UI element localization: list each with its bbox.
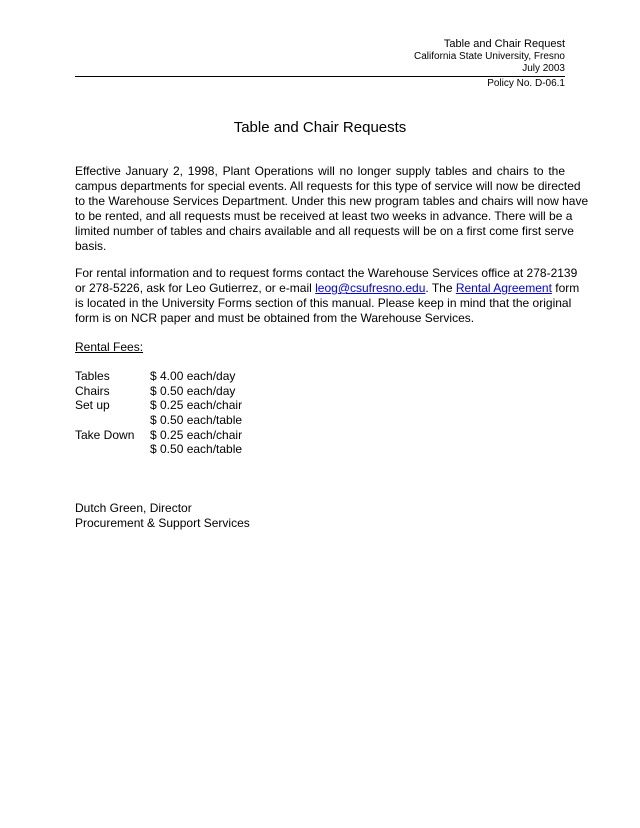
paragraph-line: limited number of tables and chairs available and all requests will be on a first come first serve [75, 224, 574, 238]
paragraph-line: campus departments for special events. All requests for this type of service will now be directed [75, 179, 581, 193]
paragraph-line: For rental information and to request forms contact the Warehouse Services office at 278-2139 [75, 266, 578, 280]
fee-label: Set up [75, 398, 110, 413]
paragraph-line: to be rented, and all requests must be received at least two weeks in advance. There will be a [75, 209, 573, 223]
header-institution: California State University, Fresno [414, 50, 565, 62]
signatory-department: Procurement & Support Services [75, 516, 250, 530]
paragraph-line: Effective January 2, 1998, Plant Operations will no longer supply tables and chairs to the [75, 164, 565, 178]
page-title: Table and Chair Requests [233, 119, 407, 136]
fee-value: $ 0.50 each/table [150, 413, 243, 428]
paragraph-rental-info [75, 266, 580, 326]
fee-value: $ 0.50 each/day [150, 383, 236, 398]
text-fragment: form [551, 281, 580, 295]
header-document-title: Table and Chair Request [443, 38, 565, 50]
fee-label: Tables [75, 369, 110, 383]
paragraph-line: to the Warehouse Services Department. Under this new program tables and chairs will now have [75, 194, 589, 208]
fee-label: Chairs [75, 383, 110, 398]
rental-fees-heading: Rental Fees: [75, 340, 144, 354]
fee-label: Take Down [75, 427, 135, 442]
fee-value: $ 0.25 each/chair [150, 427, 243, 442]
fee-value: $ 4.00 each/day [150, 369, 236, 383]
paragraph-policy-change [75, 164, 589, 254]
header-rule [75, 76, 565, 77]
fee-value: $ 0.25 each/chair [150, 398, 243, 413]
paragraph-line: form is on NCR paper and must be obtained from the Warehouse Services. [75, 311, 475, 325]
fee-value: $ 0.50 each/table [150, 442, 243, 457]
text-fragment: . The [425, 281, 456, 295]
paragraph-line: basis. [75, 239, 107, 253]
signature-block [75, 501, 250, 531]
email-link[interactable]: leog@csufresno.edu [315, 281, 426, 295]
document-header [265, 38, 565, 76]
text-fragment: or 278-5226, ask for Leo Gutierrez, or e-mail [75, 281, 316, 295]
paragraph-line-with-links [75, 281, 580, 296]
header-date: July 2003 [522, 63, 565, 74]
policy-number: Policy No. D-06.1 [487, 78, 565, 89]
rental-agreement-link[interactable]: Rental Agreement [455, 281, 552, 295]
signatory-name: Dutch Green, Director [75, 501, 192, 515]
paragraph-line: is located in the University Forms section of this manual. Please keep in mind that the original [75, 296, 572, 310]
